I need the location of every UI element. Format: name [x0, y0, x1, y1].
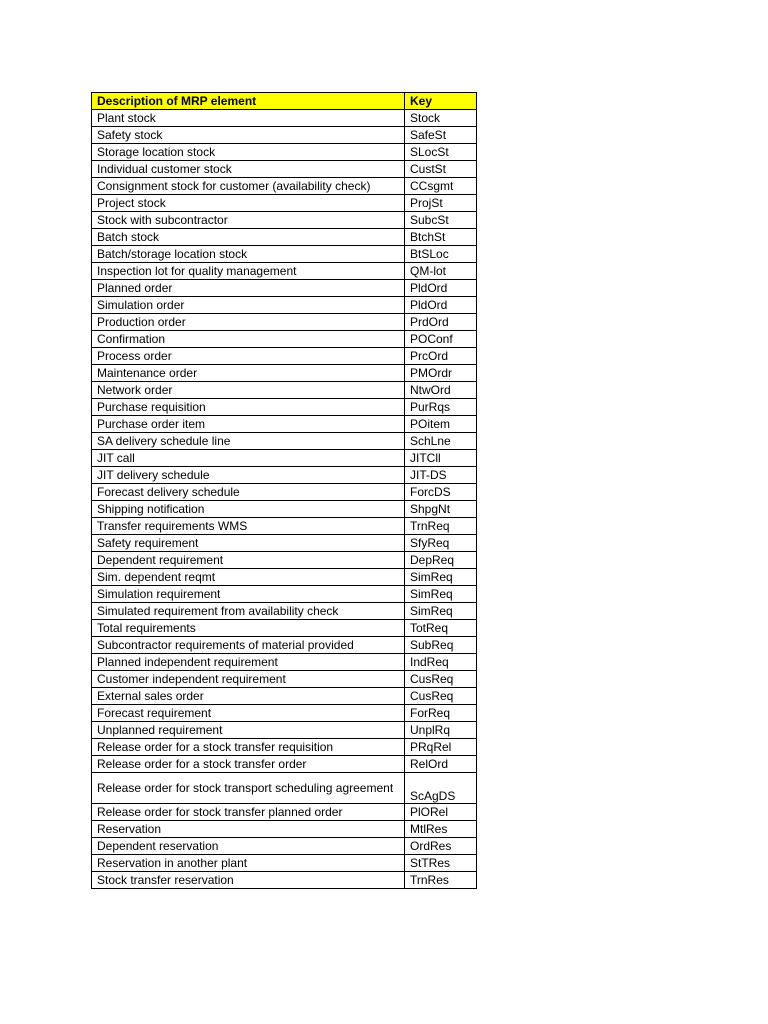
table-row: [92, 671, 477, 688]
mrp-element-key-cell: QM-lot: [405, 263, 477, 280]
mrp-element-key-cell: ForReq: [405, 705, 477, 722]
mrp-element-description-cell: Inspection lot for quality management: [92, 263, 405, 280]
mrp-element-description-cell: Safety stock: [92, 127, 405, 144]
table-row: [92, 229, 477, 246]
mrp-element-description-cell: Subcontractor requirements of material provided: [92, 637, 405, 654]
table-row: [92, 773, 477, 804]
table-row: [92, 263, 477, 280]
table-row: [92, 569, 477, 586]
table-row: [92, 620, 477, 637]
mrp-element-key-cell: SimReq: [405, 603, 477, 620]
table-row: [92, 399, 477, 416]
mrp-element-key-cell: Stock: [405, 110, 477, 127]
mrp-element-description-cell: Network order: [92, 382, 405, 399]
mrp-element-key-cell: SimReq: [405, 586, 477, 603]
mrp-element-description-cell: Process order: [92, 348, 405, 365]
mrp-element-description-cell: Batch/storage location stock: [92, 246, 405, 263]
mrp-element-description-cell: Plant stock: [92, 110, 405, 127]
mrp-element-description-cell: JIT delivery schedule: [92, 467, 405, 484]
mrp-element-description-cell: Total requirements: [92, 620, 405, 637]
table-row: [92, 467, 477, 484]
mrp-element-key-cell: PrcOrd: [405, 348, 477, 365]
mrp-element-description-cell: Planned order: [92, 280, 405, 297]
mrp-element-description-cell: Release order for stock transport scheduling agreement: [92, 773, 405, 804]
description-column-header: Description of MRP element: [92, 93, 405, 110]
table-row: [92, 178, 477, 195]
table-row: [92, 314, 477, 331]
mrp-element-key-cell: NtwOrd: [405, 382, 477, 399]
mrp-element-description-cell: Batch stock: [92, 229, 405, 246]
mrp-element-key-cell: CusReq: [405, 671, 477, 688]
mrp-element-description-cell: Release order for a stock transfer order: [92, 756, 405, 773]
mrp-element-description-cell: Simulation requirement: [92, 586, 405, 603]
table-body: [92, 110, 477, 889]
table-row: [92, 365, 477, 382]
table-row: [92, 872, 477, 889]
mrp-element-key-cell: SchLne: [405, 433, 477, 450]
mrp-element-table: [91, 92, 477, 889]
table-row: [92, 821, 477, 838]
mrp-element-key-cell: PldOrd: [405, 297, 477, 314]
mrp-element-description-cell: Release order for a stock transfer requisition: [92, 739, 405, 756]
mrp-element-key-cell: CustSt: [405, 161, 477, 178]
mrp-element-key-cell: SLocSt: [405, 144, 477, 161]
mrp-element-description-cell: Project stock: [92, 195, 405, 212]
table-row: [92, 144, 477, 161]
mrp-element-key-cell: SafeSt: [405, 127, 477, 144]
mrp-element-key-cell: UnplRq: [405, 722, 477, 739]
mrp-element-description-cell: SA delivery schedule line: [92, 433, 405, 450]
table-row: [92, 195, 477, 212]
table-row: [92, 484, 477, 501]
mrp-element-key-cell: PlORel: [405, 804, 477, 821]
table-row: [92, 739, 477, 756]
table-row: [92, 688, 477, 705]
table-row: [92, 246, 477, 263]
table-row: [92, 416, 477, 433]
mrp-element-key-cell: ShpgNt: [405, 501, 477, 518]
mrp-element-description-cell: Confirmation: [92, 331, 405, 348]
mrp-element-description-cell: Reservation: [92, 821, 405, 838]
mrp-element-description-cell: Storage location stock: [92, 144, 405, 161]
mrp-element-description-cell: Safety requirement: [92, 535, 405, 552]
mrp-element-key-cell: POitem: [405, 416, 477, 433]
mrp-element-key-cell: CusReq: [405, 688, 477, 705]
mrp-element-description-cell: Purchase order item: [92, 416, 405, 433]
mrp-element-key-cell: TrnReq: [405, 518, 477, 535]
mrp-element-key-cell: SubcSt: [405, 212, 477, 229]
mrp-element-key-cell: RelOrd: [405, 756, 477, 773]
mrp-element-description-cell: Individual customer stock: [92, 161, 405, 178]
mrp-element-key-cell: JIT-DS: [405, 467, 477, 484]
mrp-element-description-cell: Unplanned requirement: [92, 722, 405, 739]
mrp-element-description-cell: Shipping notification: [92, 501, 405, 518]
table-row: [92, 450, 477, 467]
mrp-element-key-cell: ScAgDS: [405, 773, 477, 804]
mrp-element-key-cell: OrdRes: [405, 838, 477, 855]
mrp-element-key-cell: SimReq: [405, 569, 477, 586]
table-row: [92, 705, 477, 722]
mrp-element-key-cell: TrnRes: [405, 872, 477, 889]
mrp-element-key-cell: BtchSt: [405, 229, 477, 246]
mrp-element-key-cell: SfyReq: [405, 535, 477, 552]
table-row: [92, 535, 477, 552]
mrp-element-description-cell: Transfer requirements WMS: [92, 518, 405, 535]
mrp-element-description-cell: Forecast requirement: [92, 705, 405, 722]
mrp-element-description-cell: Forecast delivery schedule: [92, 484, 405, 501]
mrp-element-description-cell: Stock transfer reservation: [92, 872, 405, 889]
mrp-element-description-cell: Stock with subcontractor: [92, 212, 405, 229]
table-row: [92, 331, 477, 348]
table-row: [92, 838, 477, 855]
table-row: [92, 161, 477, 178]
table-row: [92, 654, 477, 671]
table-header-row: [92, 93, 477, 110]
mrp-element-description-cell: Customer independent requirement: [92, 671, 405, 688]
table-row: [92, 127, 477, 144]
table-row: [92, 501, 477, 518]
mrp-element-key-cell: BtSLoc: [405, 246, 477, 263]
mrp-element-key-cell: ForcDS: [405, 484, 477, 501]
table-row: [92, 804, 477, 821]
mrp-element-description-cell: Dependent requirement: [92, 552, 405, 569]
table-row: [92, 603, 477, 620]
mrp-element-description-cell: Purchase requisition: [92, 399, 405, 416]
mrp-element-key-cell: SubReq: [405, 637, 477, 654]
mrp-element-description-cell: Consignment stock for customer (availability check): [92, 178, 405, 195]
mrp-element-description-cell: Simulated requirement from availability check: [92, 603, 405, 620]
mrp-element-description-cell: Planned independent requirement: [92, 654, 405, 671]
mrp-element-key-cell: POConf: [405, 331, 477, 348]
mrp-element-key-cell: PldOrd: [405, 280, 477, 297]
mrp-element-description-cell: Simulation order: [92, 297, 405, 314]
mrp-element-key-cell: PrdOrd: [405, 314, 477, 331]
table-row: [92, 433, 477, 450]
table-row: [92, 855, 477, 872]
mrp-element-description-cell: JIT call: [92, 450, 405, 467]
table-row: [92, 637, 477, 654]
mrp-element-description-cell: Dependent reservation: [92, 838, 405, 855]
table-row: [92, 110, 477, 127]
mrp-element-key-cell: StTRes: [405, 855, 477, 872]
mrp-element-description-cell: Sim. dependent reqmt: [92, 569, 405, 586]
mrp-element-key-cell: ProjSt: [405, 195, 477, 212]
mrp-element-key-cell: JITCll: [405, 450, 477, 467]
table-row: [92, 297, 477, 314]
mrp-element-key-cell: TotReq: [405, 620, 477, 637]
mrp-element-description-cell: Maintenance order: [92, 365, 405, 382]
mrp-element-key-cell: CCsgmt: [405, 178, 477, 195]
mrp-element-key-cell: PRqRel: [405, 739, 477, 756]
mrp-element-key-cell: IndReq: [405, 654, 477, 671]
table-row: [92, 382, 477, 399]
table-row: [92, 722, 477, 739]
table-row: [92, 586, 477, 603]
table-row: [92, 348, 477, 365]
mrp-element-description-cell: Reservation in another plant: [92, 855, 405, 872]
mrp-element-key-cell: DepReq: [405, 552, 477, 569]
table-row: [92, 756, 477, 773]
table-row: [92, 212, 477, 229]
table-row: [92, 552, 477, 569]
table-row: [92, 280, 477, 297]
key-column-header: Key: [405, 93, 477, 110]
mrp-element-description-cell: External sales order: [92, 688, 405, 705]
mrp-element-key-cell: MtlRes: [405, 821, 477, 838]
mrp-element-description-cell: Release order for stock transfer planned order: [92, 804, 405, 821]
mrp-element-key-cell: PMOrdr: [405, 365, 477, 382]
table-row: [92, 518, 477, 535]
mrp-element-key-cell: PurRqs: [405, 399, 477, 416]
mrp-element-description-cell: Production order: [92, 314, 405, 331]
